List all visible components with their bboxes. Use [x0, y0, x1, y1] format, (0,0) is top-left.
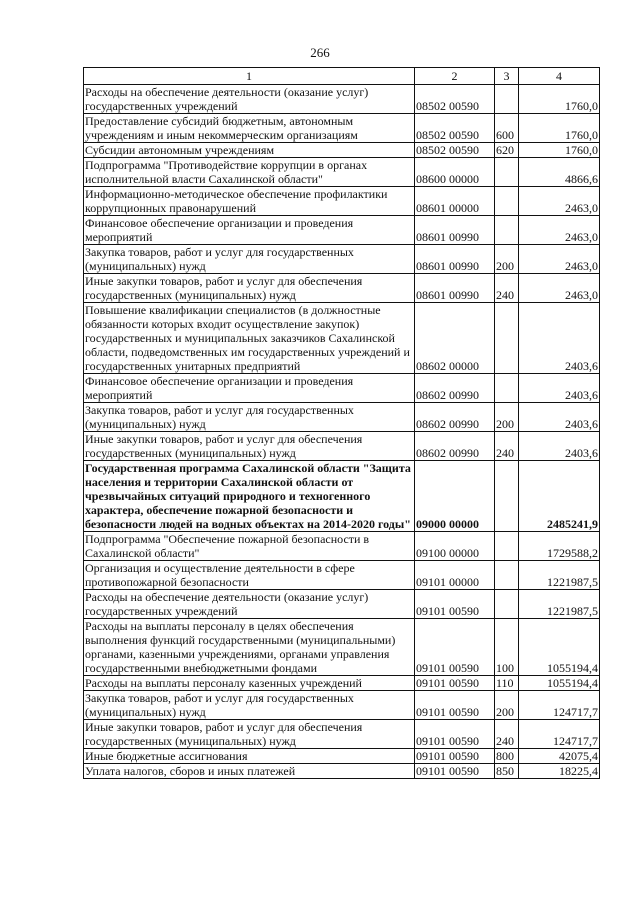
row-sum-cell: 2403,6 [519, 403, 600, 432]
table-row [84, 676, 600, 691]
row-sum-cell: 18225,4 [519, 764, 600, 779]
row-name-cell: Закупка товаров, работ и услуг для государственных (муниципальных) нужд [84, 403, 415, 432]
row-name-cell: Информационно-методическое обеспечение профилактики коррупционных правонарушений [84, 187, 415, 216]
row-sum-cell: 2463,0 [519, 245, 600, 274]
header-name: 1 [84, 68, 415, 85]
row-code-cell: 08502 00590 [415, 143, 495, 158]
row-name-cell: Субсидии автономным учреждениям [84, 143, 415, 158]
header-code: 2 [415, 68, 495, 85]
table-row [84, 85, 600, 114]
row-name-cell: Уплата налогов, сборов и иных платежей [84, 764, 415, 779]
row-name-cell: Закупка товаров, работ и услуг для государственных (муниципальных) нужд [84, 245, 415, 274]
table-row [84, 764, 600, 779]
row-code-cell: 09101 00590 [415, 749, 495, 764]
table-row [84, 303, 600, 374]
row-name-cell: Иные бюджетные ассигнования [84, 749, 415, 764]
row-sum-cell: 1055194,4 [519, 619, 600, 676]
row-type-cell [495, 85, 519, 114]
table-row [84, 461, 600, 532]
row-type-cell [495, 187, 519, 216]
row-type-cell [495, 158, 519, 187]
row-name-cell: Иные закупки товаров, работ и услуг для обеспечения государственных (муниципальных) нужд [84, 720, 415, 749]
row-sum-cell: 2463,0 [519, 187, 600, 216]
row-type-cell [495, 303, 519, 374]
table-row [84, 720, 600, 749]
header-type: 3 [495, 68, 519, 85]
row-sum-cell: 2463,0 [519, 216, 600, 245]
row-type-cell: 240 [495, 274, 519, 303]
row-type-cell [495, 590, 519, 619]
row-name-cell: Финансовое обеспечение организации и проведения мероприятий [84, 374, 415, 403]
row-name-cell: Расходы на выплаты персоналу казенных учреждений [84, 676, 415, 691]
table-row [84, 374, 600, 403]
row-code-cell: 08602 00990 [415, 374, 495, 403]
row-sum-cell: 2403,6 [519, 432, 600, 461]
row-name-cell: Иные закупки товаров, работ и услуг для обеспечения государственных (муниципальных) нужд [84, 274, 415, 303]
row-type-cell: 100 [495, 619, 519, 676]
table-row [84, 187, 600, 216]
row-sum-cell: 1760,0 [519, 85, 600, 114]
table-row [84, 158, 600, 187]
row-type-cell: 200 [495, 245, 519, 274]
row-code-cell: 08602 00990 [415, 403, 495, 432]
row-sum-cell: 1760,0 [519, 143, 600, 158]
table-body [84, 85, 600, 779]
row-type-cell: 240 [495, 720, 519, 749]
row-code-cell: 08601 00000 [415, 187, 495, 216]
row-code-cell: 08601 00990 [415, 216, 495, 245]
header-sum: 4 [519, 68, 600, 85]
row-code-cell: 09101 00590 [415, 676, 495, 691]
row-type-cell [495, 374, 519, 403]
row-sum-cell: 2403,6 [519, 374, 600, 403]
row-name-cell: Государственная программа Сахалинской области "Защита населения и территории Сахалинской области от чрезвычайных ситуаций природного и техногенного характера, обеспечение пожарной безопасности и безопасности людей на водных объектах на 2014-2020 годы" [84, 461, 415, 532]
row-code-cell: 08600 00000 [415, 158, 495, 187]
row-name-cell: Расходы на выплаты персоналу в целях обеспечения выполнения функций государственными (муниципальными) органами, казенными учреждениями, органами управления государственными внебюджетными фондами [84, 619, 415, 676]
row-code-cell: 09101 00590 [415, 590, 495, 619]
row-type-cell [495, 561, 519, 590]
row-sum-cell: 1221987,5 [519, 561, 600, 590]
row-type-cell: 850 [495, 764, 519, 779]
row-name-cell: Подпрограмма "Обеспечение пожарной безопасности в Сахалинской области" [84, 532, 415, 561]
row-name-cell: Расходы на обеспечение деятельности (оказание услуг) государственных учреждений [84, 85, 415, 114]
row-sum-cell: 1055194,4 [519, 676, 600, 691]
row-code-cell: 08502 00590 [415, 114, 495, 143]
row-type-cell [495, 216, 519, 245]
table-row [84, 619, 600, 676]
row-code-cell: 08601 00990 [415, 274, 495, 303]
row-type-cell [495, 532, 519, 561]
table-row [84, 561, 600, 590]
row-code-cell: 08602 00000 [415, 303, 495, 374]
budget-table [83, 67, 600, 779]
table-row [84, 245, 600, 274]
row-name-cell: Закупка товаров, работ и услуг для государственных (муниципальных) нужд [84, 691, 415, 720]
table-row [84, 216, 600, 245]
row-sum-cell: 2463,0 [519, 274, 600, 303]
row-sum-cell: 4866,6 [519, 158, 600, 187]
row-code-cell: 09101 00590 [415, 720, 495, 749]
table-row [84, 143, 600, 158]
row-code-cell: 08502 00590 [415, 85, 495, 114]
row-name-cell: Подпрограмма "Противодействие коррупции в органах исполнительной власти Сахалинской области" [84, 158, 415, 187]
row-code-cell: 09101 00000 [415, 561, 495, 590]
row-sum-cell: 1760,0 [519, 114, 600, 143]
row-type-cell: 240 [495, 432, 519, 461]
row-name-cell: Расходы на обеспечение деятельности (оказание услуг) государственных учреждений [84, 590, 415, 619]
table-row [84, 403, 600, 432]
row-type-cell [495, 461, 519, 532]
row-type-cell: 110 [495, 676, 519, 691]
row-code-cell: 08602 00990 [415, 432, 495, 461]
table-row [84, 432, 600, 461]
table-row [84, 691, 600, 720]
table-row [84, 114, 600, 143]
row-type-cell: 200 [495, 691, 519, 720]
row-name-cell: Финансовое обеспечение организации и проведения мероприятий [84, 216, 415, 245]
row-sum-cell: 2403,6 [519, 303, 600, 374]
row-code-cell: 08601 00990 [415, 245, 495, 274]
table-row [84, 532, 600, 561]
row-type-cell: 200 [495, 403, 519, 432]
row-code-cell: 09101 00590 [415, 619, 495, 676]
table-header-row [84, 68, 600, 85]
row-sum-cell: 1729588,2 [519, 532, 600, 561]
row-code-cell: 09100 00000 [415, 532, 495, 561]
table-row [84, 590, 600, 619]
table-row [84, 749, 600, 764]
row-name-cell: Предоставление субсидий бюджетным, автономным учреждениям и иным некоммерческим организациям [84, 114, 415, 143]
page-number: 266 [310, 45, 330, 60]
row-sum-cell: 124717,7 [519, 691, 600, 720]
row-type-cell: 620 [495, 143, 519, 158]
row-type-cell: 800 [495, 749, 519, 764]
row-name-cell: Повышение квалификации специалистов (в должностные обязанности которых входит осуществление закупок) государственных и муниципальных заказчиков Сахалинской области, подведомственных им государственных учреждений и государственных унитарных предприятий [84, 303, 415, 374]
row-sum-cell: 124717,7 [519, 720, 600, 749]
row-type-cell: 600 [495, 114, 519, 143]
row-code-cell: 09101 00590 [415, 764, 495, 779]
table-row [84, 274, 600, 303]
row-name-cell: Организация и осуществление деятельности в сфере противопожарной безопасности [84, 561, 415, 590]
row-code-cell: 09000 00000 [415, 461, 495, 532]
row-sum-cell: 1221987,5 [519, 590, 600, 619]
row-sum-cell: 42075,4 [519, 749, 600, 764]
row-name-cell: Иные закупки товаров, работ и услуг для обеспечения государственных (муниципальных) нужд [84, 432, 415, 461]
row-sum-cell: 2485241,9 [519, 461, 600, 532]
row-code-cell: 09101 00590 [415, 691, 495, 720]
